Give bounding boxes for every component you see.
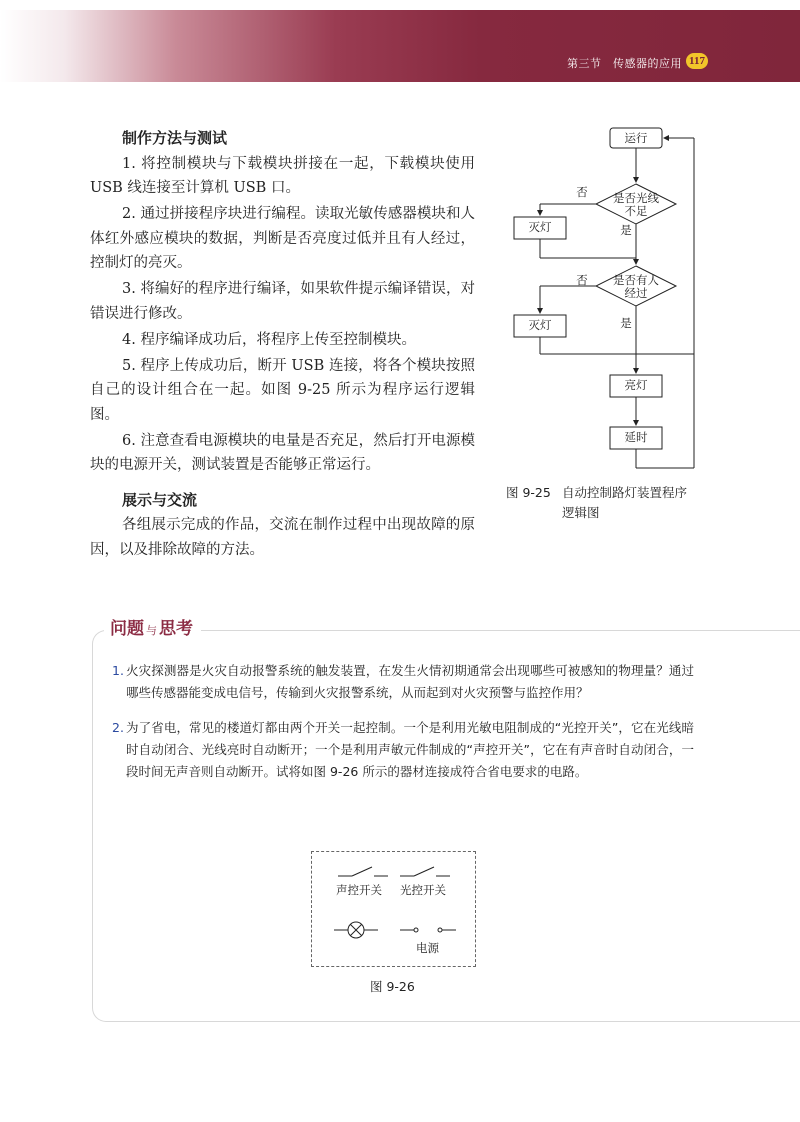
caption-line1: 自动控制路灯装置程序 bbox=[562, 485, 688, 500]
flow-no-label: 否 bbox=[576, 185, 588, 199]
main-text-column bbox=[90, 126, 475, 564]
flow-off-label: 灭灯 bbox=[528, 220, 552, 234]
power-label: 电源 bbox=[416, 941, 439, 955]
flow-start-label: 运行 bbox=[624, 131, 648, 145]
questions-list bbox=[112, 660, 694, 796]
flow-decision-light-line1: 是否光线 bbox=[613, 191, 659, 205]
flow-yes-label: 是 bbox=[620, 223, 632, 237]
flow-off-label: 灭灯 bbox=[528, 318, 552, 332]
circuit-components-figure bbox=[311, 851, 476, 967]
questions-title-b: 思考 bbox=[159, 619, 193, 639]
flow-decision-light-line2: 不足 bbox=[624, 204, 648, 218]
caption-number: 图 9-25 bbox=[506, 485, 551, 500]
question-text: 火灾探测器是火灾自动报警系统的触发装置，在发生火情初期通常会出现哪些可被感知的物理量？通过哪些传感器能变成电信号，传输到火灾报警系统，从而起到对火灾预警与监控作用？ bbox=[126, 663, 694, 700]
section-header: 第三节 传感器的应用 bbox=[567, 57, 682, 70]
section-title-display: 展示与交流 bbox=[122, 490, 198, 509]
flow-decision-light bbox=[600, 192, 672, 218]
question-item bbox=[112, 660, 694, 704]
flow-delay-label: 延时 bbox=[624, 430, 648, 444]
flow-no-label: 否 bbox=[576, 273, 588, 287]
caption-line2: 逻辑图 bbox=[562, 505, 600, 520]
step-paragraph: 2. 通过拼接程序块进行编程。读取光敏传感器模块和人体红外感应模块的数据，判断是否亮度过低并且有人经过，控制灯的亮灭。 bbox=[90, 206, 475, 271]
flow-on-label: 亮灯 bbox=[624, 378, 648, 392]
flowchart-caption bbox=[506, 483, 687, 523]
question-item bbox=[112, 717, 694, 783]
circuit-caption: 图 9-26 bbox=[370, 979, 415, 994]
questions-title-mid: 与 bbox=[146, 624, 157, 637]
question-number: 1. bbox=[112, 663, 124, 678]
display-paragraph: 各组展示完成的作品，交流在制作过程中出现故障的原因，以及排除故障的方法。 bbox=[90, 517, 475, 558]
question-number: 2. bbox=[112, 720, 124, 735]
flow-yes-label: 是 bbox=[620, 316, 632, 330]
step-paragraph: 4. 程序编译成功后，将程序上传至控制模块。 bbox=[122, 331, 416, 348]
question-text: 为了省电，常见的楼道灯都由两个开关一起控制。一个是利用光敏电阻制成的“光控开关”，它在光线暗时自动闭合、光线亮时自动断开；一个是利用声敏元件制成的“声控开关”，它在有声音时自动闭合，一段时间无声音则自动断开。试将如图 9-26 所示的器材连接成符合省电要求的电路。 bbox=[126, 720, 694, 779]
flow-decision-person-line1: 是否有人 bbox=[613, 273, 659, 287]
questions-title-a: 问题 bbox=[110, 619, 144, 639]
step-paragraph: 6. 注意查看电源模块的电量是否充足，然后打开电源模块的电源开关，测试装置是否能够正常运行。 bbox=[90, 432, 475, 473]
section-title-making: 制作方法与测试 bbox=[122, 129, 228, 147]
flowchart bbox=[504, 122, 714, 482]
step-paragraph: 1. 将控制模块与下载模块拼接在一起，下载模块使用 USB 线连接至计算机 USB 口。 bbox=[90, 155, 475, 196]
step-paragraph: 5. 程序上传成功后，断开 USB 连接，将各个模块按照自己的设计组合在一起。如图 9-25 所示为程序运行逻辑图。 bbox=[90, 357, 475, 423]
light-switch-label: 光控开关 bbox=[400, 883, 446, 897]
questions-title bbox=[104, 614, 201, 639]
circuit-symbols bbox=[312, 852, 477, 968]
flow-decision-person-line2: 经过 bbox=[624, 286, 648, 300]
header-band bbox=[0, 10, 800, 82]
flow-decision-person bbox=[600, 274, 672, 300]
sound-switch-label: 声控开关 bbox=[336, 883, 382, 897]
flowchart-lines bbox=[504, 122, 714, 482]
page-number: 117 bbox=[686, 53, 708, 69]
step-paragraph: 3. 将编好的程序进行编译，如果软件提示编译错误，对错误进行修改。 bbox=[90, 281, 475, 322]
